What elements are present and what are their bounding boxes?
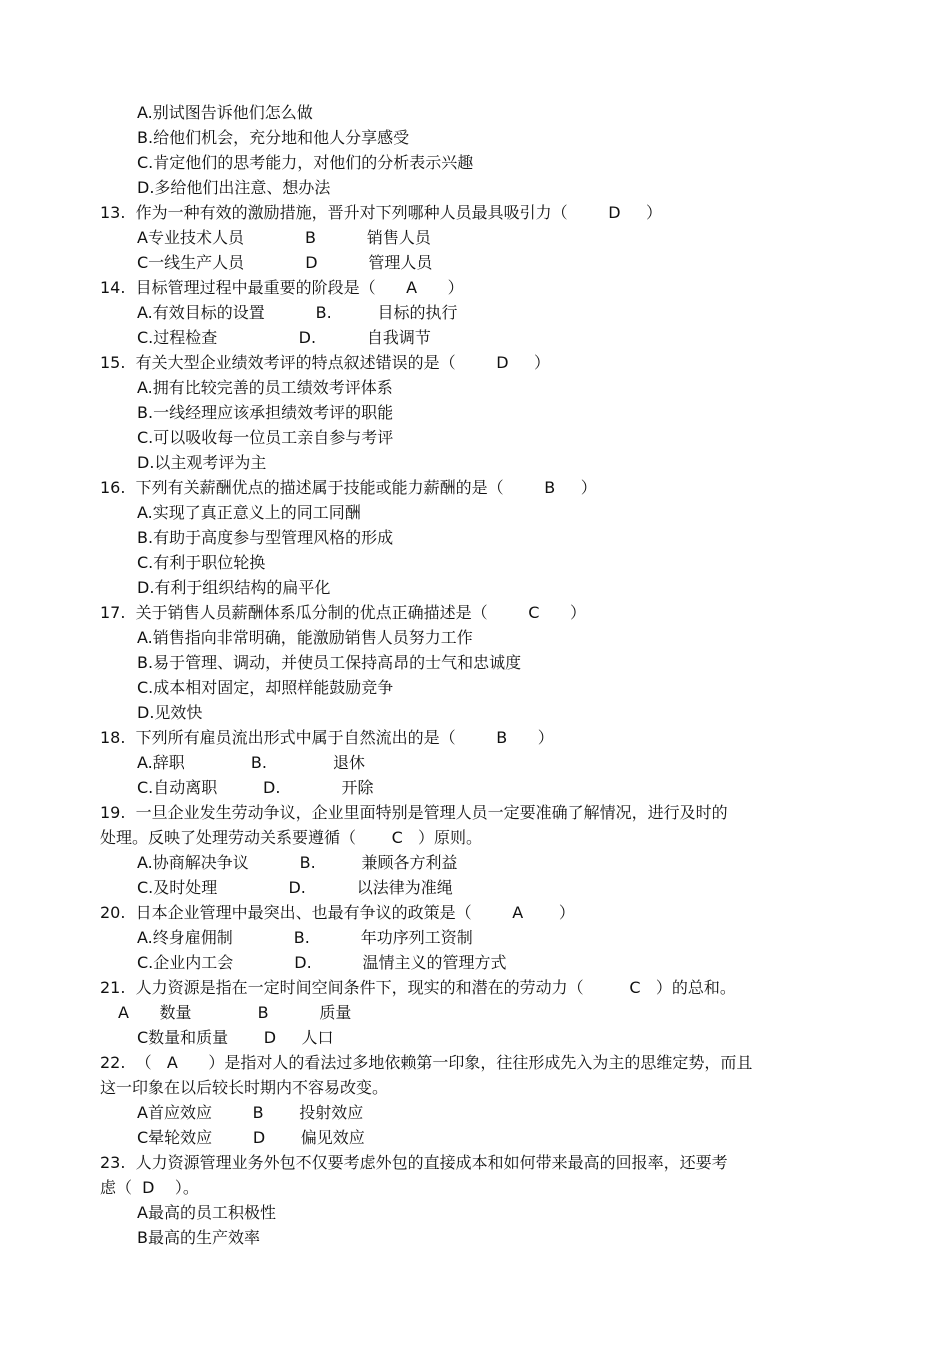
q12-option-a: A.别试图告诉他们怎么做 xyxy=(137,103,313,122)
q20-options-ab: A.终身雇佣制 B. 年功序列工资制 xyxy=(137,928,473,947)
q23-option-a: A最高的员工积极性 xyxy=(137,1203,276,1222)
q23-stem-line2: 虑（ D ）。 xyxy=(100,1178,199,1197)
q22-stem-line2: 这一印象在以后较长时期内不容易改变。 xyxy=(100,1078,389,1097)
q22-options-ab: A首应效应 B 投射效应 xyxy=(137,1103,364,1122)
q19-options-cd: C.及时处理 D. 以法律为准绳 xyxy=(137,878,453,897)
q22-options-cd: C晕轮效应 D 偏见效应 xyxy=(137,1128,365,1147)
q13-options-ab: A专业技术人员 B 销售人员 xyxy=(137,228,431,247)
q19-stem-line2: 处理。反映了处理劳动关系要遵循（ C ）原则。 xyxy=(100,828,483,847)
q16-stem: 16. 下列有关薪酬优点的描述属于技能或能力薪酬的是（ B ） xyxy=(100,478,597,497)
q17-option-b: B.易于管理、调动，并使员工保持高昂的士气和忠诚度 xyxy=(137,653,522,672)
q12-option-c: C.肯定他们的思考能力，对他们的分析表示兴趣 xyxy=(137,153,474,172)
q21-options-cd: C数量和质量 D 人口 xyxy=(137,1028,334,1047)
q17-option-c: C.成本相对固定，却照样能鼓励竞争 xyxy=(137,678,394,697)
q16-option-b: B.有助于高度参与型管理风格的形成 xyxy=(137,528,394,547)
q19-options-ab: A.协商解决争议 B. 兼顾各方利益 xyxy=(137,853,458,872)
q15-option-d: D.以主观考评为主 xyxy=(137,453,267,472)
q18-stem: 18. 下列所有雇员流出形式中属于自然流出的是（ B ） xyxy=(100,728,554,747)
q14-stem: 14. 目标管理过程中最重要的阶段是（ A ） xyxy=(100,278,464,297)
q18-options-cd: C.自动离职 D. 开除 xyxy=(137,778,374,797)
q17-option-a: A.销售指向非常明确，能激励销售人员努力工作 xyxy=(137,628,473,647)
q19-stem-line1: 19. 一旦企业发生劳动争议，企业里面特别是管理人员一定要准确了解情况，进行及时的 xyxy=(100,803,728,822)
q16-option-c: C.有利于职位轮换 xyxy=(137,553,266,572)
q16-option-a: A.实现了真正意义上的同工同酬 xyxy=(137,503,361,522)
q22-stem-line1: 22. （ A ）是指对人的看法过多地依赖第一印象，往往形成先入为主的思维定势，而且 xyxy=(100,1053,753,1072)
q15-option-b: B.一线经理应该承担绩效考评的职能 xyxy=(137,403,394,422)
q15-option-a: A.拥有比较完善的员工绩效考评体系 xyxy=(137,378,393,397)
q12-option-b: B.给他们机会，充分地和他人分享感受 xyxy=(137,128,410,147)
q14-options-ab: A.有效目标的设置 B. 目标的执行 xyxy=(137,303,458,322)
q21-stem: 21. 人力资源是指在一定时间空间条件下，现实的和潜在的劳动力（ C ）的总和。 xyxy=(100,978,736,997)
q16-option-d: D.有利于组织结构的扁平化 xyxy=(137,578,331,597)
q13-stem: 13. 作为一种有效的激励措施，晋升对下列哪种人员最具吸引力（ D ） xyxy=(100,203,663,222)
q21-options-ab: A 数量 B 质量 xyxy=(118,1003,352,1022)
q15-option-c: C.可以吸收每一位员工亲自参与考评 xyxy=(137,428,394,447)
q13-options-cd: C一线生产人员 D 管理人员 xyxy=(137,253,433,272)
q18-options-ab: A.辞职 B. 退休 xyxy=(137,753,366,772)
q17-stem: 17. 关于销售人员薪酬体系瓜分制的优点正确描述是（ C ） xyxy=(100,603,586,622)
q12-option-d: D.多给他们出注意、想办法 xyxy=(137,178,331,197)
q15-stem: 15. 有关大型企业绩效考评的特点叙述错误的是（ D ） xyxy=(100,353,551,372)
q23-stem-line1: 23. 人力资源管理业务外包不仅要考虑外包的直接成本和如何带来最高的回报率，还要考 xyxy=(100,1153,728,1172)
q23-option-b: B最高的生产效率 xyxy=(137,1228,260,1247)
q20-options-cd: C.企业内工会 D. 温情主义的管理方式 xyxy=(137,953,507,972)
q14-options-cd: C.过程检查 D. 自我调节 xyxy=(137,328,431,347)
q17-option-d: D.见效快 xyxy=(137,703,203,722)
q20-stem: 20. 日本企业管理中最突出、也最有争议的政策是（ A ） xyxy=(100,903,575,922)
